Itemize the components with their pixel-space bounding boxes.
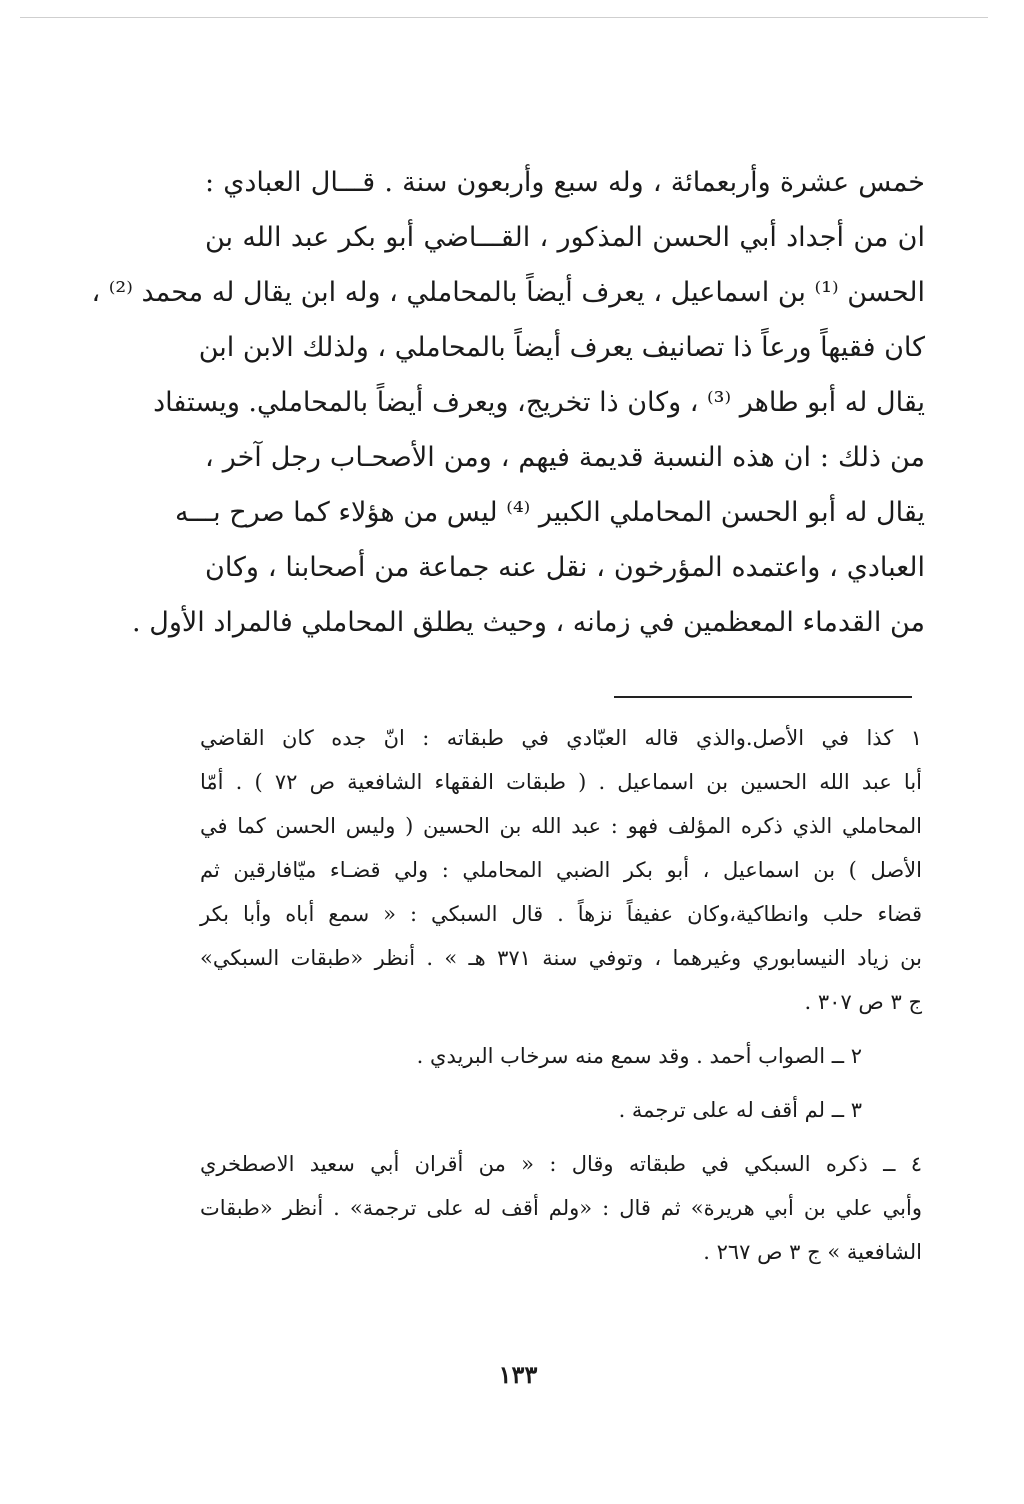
footnote-line: بن زياد النيسابوري وغيرهما ، وتوفي سنة ٣٧١ هـ » . أنظر «طبقات السبكي» bbox=[200, 946, 922, 970]
page-number: ١٣٣ bbox=[498, 1360, 538, 1389]
top-border-rule bbox=[20, 17, 988, 18]
main-text-line: كان فقيهاً ورعاً ذا تصانيف يعرف أيضاً بالمحاملي ، ولذلك الابن ابن bbox=[198, 332, 925, 363]
main-text-line: خمس عشرة وأربعمائة ، وله سبع وأربعون سنة . قـــال العبادي : bbox=[205, 167, 925, 198]
main-text-line: من القدماء المعظمين في زمانه ، وحيث يطلق المحاملي فالمراد الأول . bbox=[132, 607, 925, 638]
main-text-line: يقال له أبو الحسن المحاملي الكبير ⁽⁴⁾ ليس من هؤلاء كما صرح بـــه bbox=[174, 497, 925, 528]
footnote-line: ج ٣ ص ٣٠٧ . bbox=[804, 990, 922, 1014]
footnote-line: وأبي علي بن أبي هريرة» ثم قال : «ولم أقف له على ترجمة» . أنظر «طبقات bbox=[200, 1196, 922, 1220]
footnote-1 bbox=[200, 716, 922, 1024]
main-text-line: الحسن ⁽¹⁾ بن اسماعيل ، يعرف أيضاً بالمحاملي ، وله ابن يقال له محمد ⁽²⁾ ، bbox=[91, 277, 925, 308]
main-body-text bbox=[91, 155, 925, 650]
footnote-4 bbox=[200, 1142, 922, 1274]
footnote-separator bbox=[614, 696, 912, 698]
footnotes-section bbox=[200, 716, 922, 1274]
footnote-line: ٤ ــ ذكره السبكي في طبقاته وقال : « من أقران أبي سعيد الاصطخري bbox=[200, 1152, 922, 1176]
footnote-3: ٣ ــ لم أقف له على ترجمة . bbox=[618, 1098, 862, 1122]
footnote-line: المحاملي الذي ذكره المؤلف فهو : عبد الله بن الحسين ( وليس الحسن كما في bbox=[200, 814, 922, 838]
footnote-line: الأصل ) بن اسماعيل ، أبو بكر الضبي المحاملي : ولي قضـاء ميّافارقين ثم bbox=[200, 858, 922, 882]
footnote-line: ١ كذا في الأصل.والذي قاله العبّادي في طبقاته : انّ جده كان القاضي bbox=[200, 726, 922, 750]
main-text-line: يقال له أبو طاهر ⁽³⁾ ، وكان ذا تخريج، ويعرف أيضاً بالمحاملي. ويستفاد bbox=[153, 387, 925, 418]
main-text-line: العبادي ، واعتمده المؤرخون ، نقل عنه جماعة من أصحابنا ، وكان bbox=[205, 552, 925, 583]
main-text-line: ان من أجداد أبي الحسن المذكور ، القـــاضي أبو بكر عبد الله بن bbox=[205, 222, 925, 253]
main-text-line: من ذلك : ان هذه النسبة قديمة فيهم ، ومن الأصحـاب رجل آخر ، bbox=[205, 442, 925, 473]
footnote-2: ٢ ــ الصواب أحمد . وقد سمع منه سرخاب البريدي . bbox=[416, 1044, 862, 1068]
footnote-line: قضاء حلب وانطاكية،وكان عفيفاً نزهاً . قال السبكي : « سمع أباه وأبا بكر bbox=[200, 902, 922, 926]
footnote-line: أبا عبد الله الحسين بن اسماعيل . ( طبقات الفقهاء الشافعية ص ٧٢ ) . أمّا bbox=[200, 770, 922, 794]
footnote-line: الشافعية » ج ٣ ص ٢٦٧ . bbox=[703, 1240, 922, 1264]
